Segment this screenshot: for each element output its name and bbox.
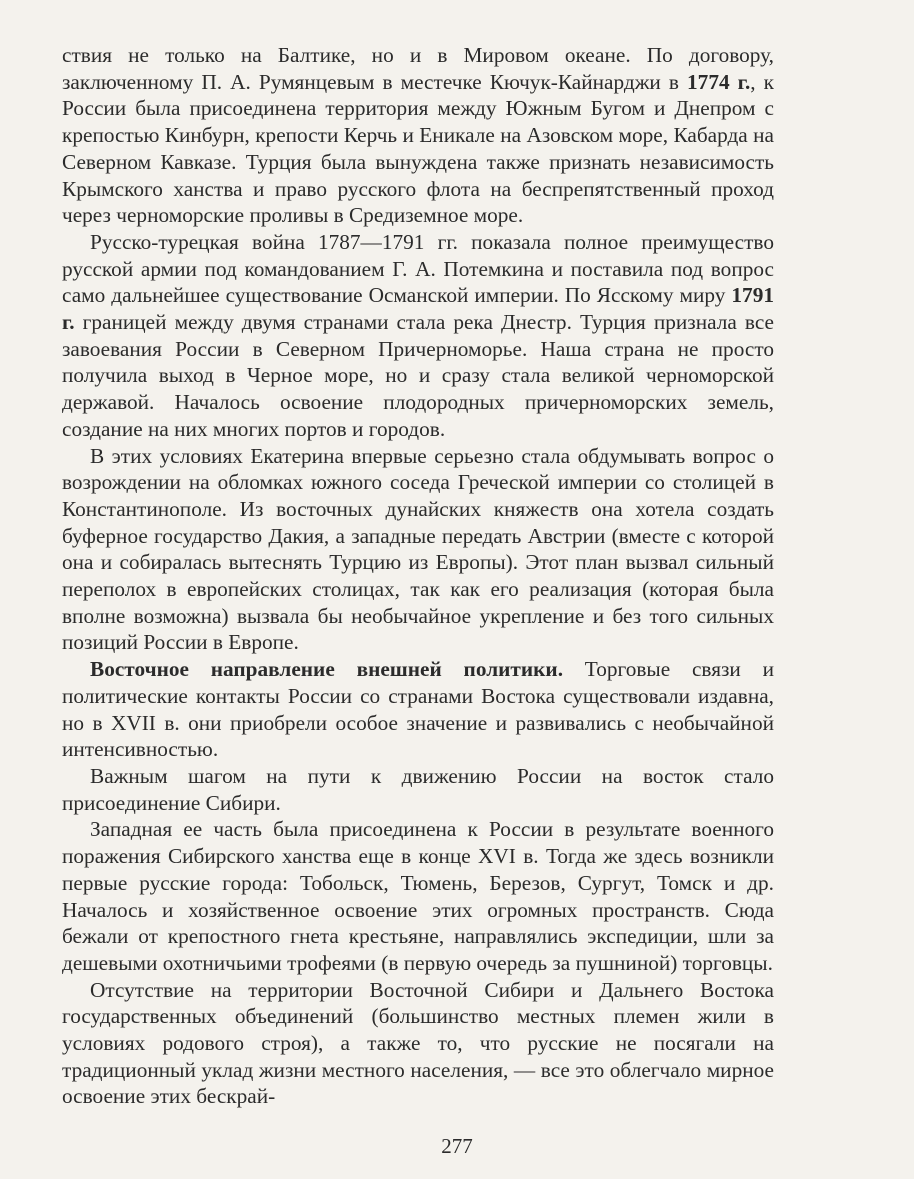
section-heading-east-policy: Восточное направление внешней политики. xyxy=(90,657,564,682)
paragraph-1 xyxy=(62,42,774,229)
paragraph-2-text-1: Русско-турецкая война 1787—1791 гг. показала полное преимущество русской армии под командованием Г. А. Потемкина и поставила под вопрос само дальнейшее существование Османской империи. По Ясскому миру xyxy=(62,229,774,308)
paragraph-4-text: Торговые связи и политические контакты России со странами Востока существовали издавна, но в XVII в. они приобрели особое значение и развивались с необычайной интенсивностью. xyxy=(62,657,774,762)
paragraph-3 xyxy=(62,443,774,657)
paragraph-7-text: Отсутствие на территории Восточной Сибири и Дальнего Востока государственных объединений (большинство местных племен жили в условиях родового строя), а также то, что русские не посягали на традиционный уклад жизни местного населения, — все это облегчало мирное освоение этих бескрай- xyxy=(62,977,774,1109)
paragraph-2-text-2: границей между двумя странами стала река Днестр. Турция признала все завоевания России в Северном Причерноморье. Наша страна не просто получила выход в Черное море, но и сразу стала великой черноморской державой. Началось освоение плодородных причерноморских земель, создание на них многих портов и городов. xyxy=(62,310,774,441)
paragraph-1-text-1: ствия не только на Балтике, но и в Мировом океане. По договору, заключенному П. А. Румянцевым в местечке Кючук-Кайнарджи в xyxy=(62,43,774,94)
paragraph-3-text: В этих условиях Екатерина впервые серьезно стала обдумывать вопрос о возрождении на обломках южного соседа Греческой империи со столицей в Константинополе. Из восточных дунайских княжеств она хотела создать буферное государство Дакия, а западные передать Австрии (вместе с которой она и собиралась вытеснять Турцию из Европы). Этот план вызвал сильный переполох в европейских столицах, так как его реализация (которая была вполне возможна) вызвала бы необычайное укрепление и без того сильных позиций России в Европе. xyxy=(62,443,774,655)
paragraph-5 xyxy=(62,763,774,816)
paragraph-1-text-2: , к России была присоединена территория между Южным Бугом и Днепром с крепостью Кинбурн, крепости Керчь и Еникале на Азовском море, Кабарда на Северном Кавказе. Турция была вынуждена также признать независимость Крымского ханства и право русского флота на беспрепятственный проход через черноморские проливы в Средиземное море. xyxy=(62,69,774,228)
paragraph-1-bold-year: 1774 г. xyxy=(687,69,751,94)
page-body xyxy=(62,42,774,1110)
paragraph-6-text: Западная ее часть была присоединена к России в результате военного поражения Сибирского ханства еще в конце XVI в. Тогда же здесь возникли первые русские города: Тобольск, Тюмень, Березов, Сургут, Томск и др. Началось и хозяйственное освоение этих огромных пространств. Сюда бежали от крепостного гнета крестьяне, направлялись экспедиции, шли за дешевыми охотничьими трофеями (в первую очередь за пушниной) торговцы. xyxy=(62,817,774,975)
paragraph-2-bold-year: 1791 г. xyxy=(62,283,774,335)
page-number: 277 xyxy=(441,1134,473,1158)
paragraph-6 xyxy=(62,816,774,976)
paragraph-2 xyxy=(62,229,774,443)
paragraph-7 xyxy=(62,977,774,1111)
paragraph-4 xyxy=(62,656,774,763)
paragraph-5-text: Важным шагом на пути к движению России на восток стало присоединение Сибири. xyxy=(62,763,774,815)
